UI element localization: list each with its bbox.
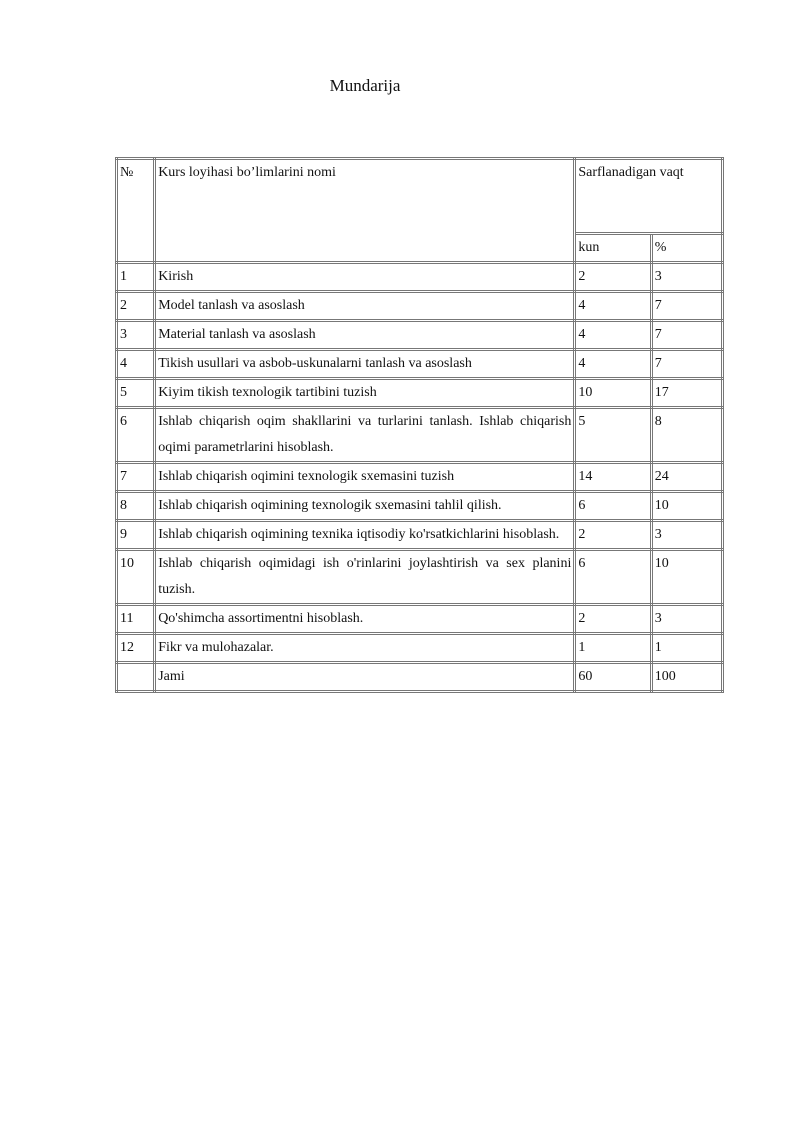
row-section-name: Model tanlash va asoslash [155, 292, 575, 321]
header-number: № [117, 159, 155, 263]
row-number: 11 [117, 605, 155, 634]
table-row [117, 408, 723, 463]
page-title: Mundarija [329, 76, 401, 95]
row-days: 5 [575, 408, 651, 463]
header-row [117, 159, 723, 234]
row-days: 2 [575, 521, 651, 550]
row-percent: 7 [651, 321, 722, 350]
row-number: 2 [117, 292, 155, 321]
row-percent: 100 [651, 663, 722, 692]
row-number: 4 [117, 350, 155, 379]
row-percent: 7 [651, 350, 722, 379]
row-section-name: Qo'shimcha assortimentni hisoblash. [155, 605, 575, 634]
contents-table [115, 157, 724, 693]
row-section-name: Ishlab chiqarish oqim shakllarini va turlarini tanlash. Ishlab chiqarish oqimi parametrlarini hisoblash. [155, 408, 575, 463]
table-row [117, 350, 723, 379]
row-number: 1 [117, 263, 155, 292]
row-percent: 10 [651, 492, 722, 521]
row-section-name: Material tanlash va asoslash [155, 321, 575, 350]
row-number: 8 [117, 492, 155, 521]
row-percent: 3 [651, 605, 722, 634]
row-days: 4 [575, 292, 651, 321]
row-number: 7 [117, 463, 155, 492]
row-number: 5 [117, 379, 155, 408]
row-percent: 17 [651, 379, 722, 408]
row-number [117, 663, 155, 692]
table-row [117, 521, 723, 550]
row-number: 3 [117, 321, 155, 350]
row-percent: 3 [651, 263, 722, 292]
row-days: 2 [575, 605, 651, 634]
header-days: kun [575, 234, 651, 263]
row-percent: 7 [651, 292, 722, 321]
row-section-name: Kirish [155, 263, 575, 292]
row-days: 6 [575, 492, 651, 521]
row-days: 60 [575, 663, 651, 692]
row-days: 6 [575, 550, 651, 605]
table-row [117, 379, 723, 408]
row-days: 14 [575, 463, 651, 492]
row-number: 6 [117, 408, 155, 463]
row-section-name: Fikr va mulohazalar. [155, 634, 575, 663]
header-percent: % [651, 234, 722, 263]
table-row [117, 634, 723, 663]
row-days: 4 [575, 321, 651, 350]
table-row [117, 550, 723, 605]
row-section-name: Ishlab chiqarish oqimidagi ish o'rinlarini joylashtirish va sex planini tuzish. [155, 550, 575, 605]
row-section-name: Ishlab chiqarish oqimining texnika iqtisodiy ko'rsatkichlarini hisoblash. [155, 521, 575, 550]
row-percent: 1 [651, 634, 722, 663]
row-percent: 3 [651, 521, 722, 550]
table-row [117, 292, 723, 321]
row-percent: 24 [651, 463, 722, 492]
row-section-name: Kiyim tikish texnologik tartibini tuzish [155, 379, 575, 408]
table-row [117, 263, 723, 292]
table-row [117, 463, 723, 492]
row-section-name: Jami [155, 663, 575, 692]
header-section-name: Kurs loyihasi boʼlimlarini nomi [155, 159, 575, 263]
row-number: 10 [117, 550, 155, 605]
row-section-name: Ishlab chiqarish oqimining texnologik sxemasini tahlil qilish. [155, 492, 575, 521]
table-row [117, 663, 723, 692]
row-days: 1 [575, 634, 651, 663]
row-percent: 10 [651, 550, 722, 605]
row-days: 4 [575, 350, 651, 379]
row-number: 9 [117, 521, 155, 550]
table-row [117, 492, 723, 521]
row-section-name: Tikish usullari va asbob-uskunalarni tanlash va asoslash [155, 350, 575, 379]
row-section-name: Ishlab chiqarish oqimini texnologik sxemasini tuzish [155, 463, 575, 492]
row-number: 12 [117, 634, 155, 663]
row-percent: 8 [651, 408, 722, 463]
row-days: 2 [575, 263, 651, 292]
table-row [117, 321, 723, 350]
row-days: 10 [575, 379, 651, 408]
header-time-spent: Sarflanadigan vaqt [575, 159, 723, 234]
table-row [117, 605, 723, 634]
